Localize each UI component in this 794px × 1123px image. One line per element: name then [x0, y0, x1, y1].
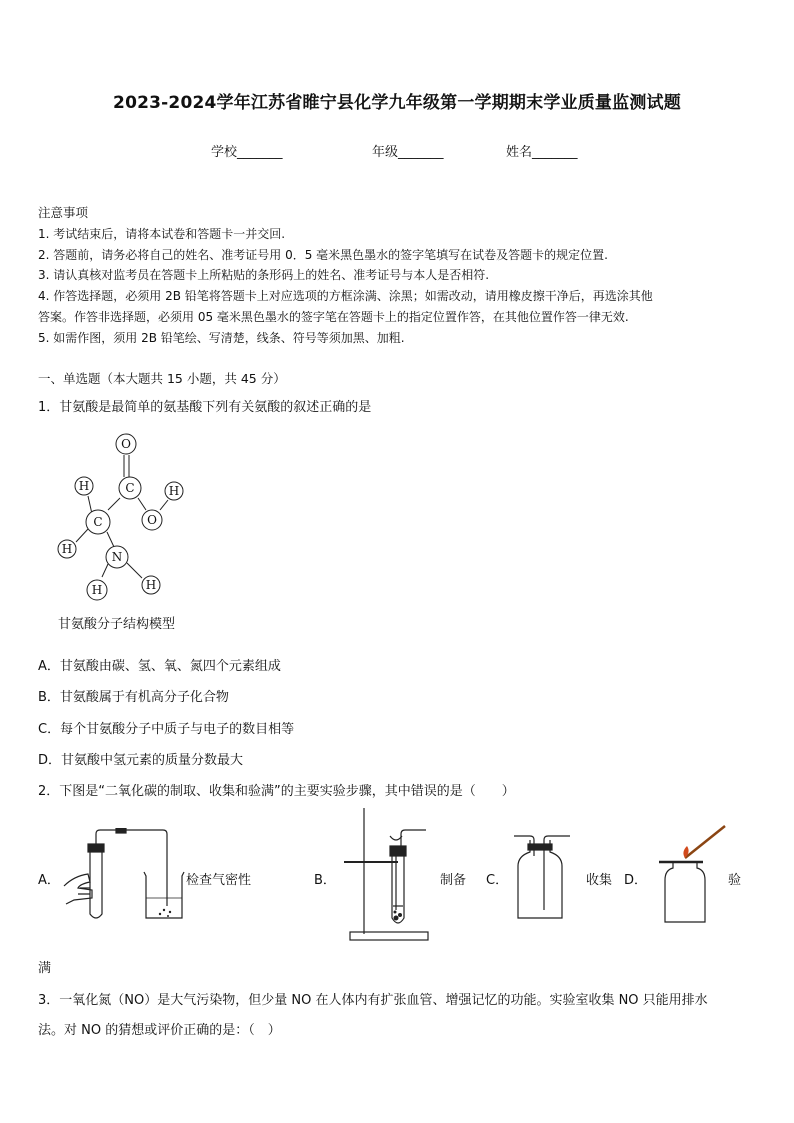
note-item: 5. 如需作图，须用 2B 铅笔绘、写清楚，线条、符号等须加黑、加粗. — [38, 331, 405, 345]
grade-field: 年级_______ — [372, 145, 444, 160]
question-3-line-1: 3．一氧化氮（NO）是大气污染物，但少量 NO 在人体内有扩张血管、增强记忆的功能。实验室收集 NO 只能用排水 — [38, 993, 708, 1008]
atom-label: H — [78, 479, 90, 493]
co2-preparation-illustration — [338, 806, 433, 946]
option-b: B．甘氨酸属于有机高分子化合物 — [38, 690, 229, 705]
option-a: A．甘氨酸由碳、氢、氧、氮四个元素组成 — [38, 659, 281, 674]
question-1-stem: 1．甘氨酸是最简单的氨基酸下列有关氨酸的叙述正确的是 — [38, 400, 372, 415]
option-d-text-wrap: 满 — [38, 961, 52, 976]
atom-label: C — [125, 481, 135, 495]
co2-full-check-illustration — [655, 822, 735, 926]
school-field: 学校_______ — [211, 145, 283, 160]
note-item: 2. 答题前，请务必将自己的姓名、准考证号用 0．5 毫米黑色墨水的签字笔填写在试卷及答题卡的规定位置. — [38, 248, 608, 262]
option-c-letter: C． — [486, 873, 509, 888]
option-b-letter: B． — [314, 873, 336, 888]
question-3-line-2: 法。对 NO 的猜想或评价正确的是：（ ） — [38, 1023, 281, 1038]
atom-label: H — [168, 484, 180, 498]
note-item: 4. 作答选择题，必须用 2B 铅笔将答题卡上对应选项的方框涂满、涂黑；如需改动，请用橡皮擦干净后，再选涂其他 — [38, 289, 653, 303]
option-c-text: 收集 — [586, 873, 613, 888]
atom-label: O — [121, 437, 131, 451]
note-item: 3. 请认真核对监考员在答题卡上所粘贴的条形码上的姓名、准考证号与本人是否相符. — [38, 268, 490, 282]
glycine-structure-model — [50, 430, 200, 605]
option-c: C．每个甘氨酸分子中质子与电子的数目相等 — [38, 722, 295, 737]
option-d-text: 验 — [728, 873, 742, 888]
option-d: D．甘氨酸中氢元素的质量分数最大 — [38, 753, 244, 768]
option-b-text: 制备 — [440, 873, 467, 888]
page-title: 2023-2024学年江苏省睢宁县化学九年级第一学期期末学业质量监测试题 — [113, 93, 681, 113]
atom-label: N — [111, 550, 123, 564]
option-a-text: 检查气密性 — [186, 873, 252, 888]
gas-collection-bottle-illustration — [510, 830, 575, 922]
model-caption: 甘氨酸分子结构模型 — [58, 617, 176, 632]
question-2-stem: 2．下图是“二氧化碳的制取、收集和验满”的主要实验步骤，其中错误的是（ ） — [38, 784, 515, 799]
note-item: 1. 考试结束后，请将本试卷和答题卡一并交回. — [38, 227, 286, 241]
atom-label: C — [93, 515, 103, 529]
section-heading: 一、单选题（本大题共 15 小题，共 45 分） — [38, 371, 286, 386]
note-item: 答案。作答非选择题，必须用 05 毫米黑色墨水的签字笔在答题卡上的指定位置作答，在其他位置作答一律无效. — [38, 310, 629, 324]
atom-label: O — [147, 513, 157, 527]
option-a-letter: A． — [38, 873, 60, 888]
notes-heading: 注意事项 — [38, 205, 89, 220]
name-field: 姓名_______ — [506, 145, 578, 160]
airtightness-check-illustration — [60, 828, 190, 923]
atom-label: H — [145, 578, 157, 592]
atom-label: H — [61, 542, 73, 556]
atom-label: H — [91, 583, 103, 597]
option-d-letter: D． — [624, 873, 648, 888]
